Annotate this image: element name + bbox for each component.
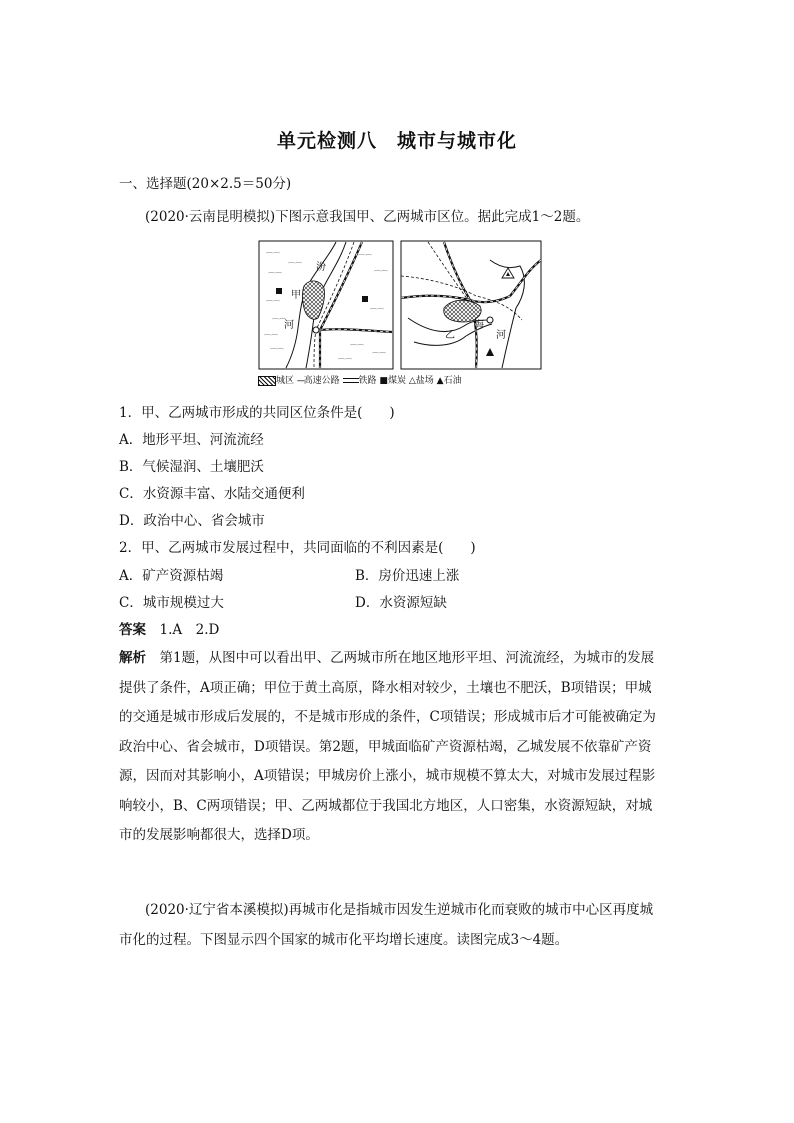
svg-text:⌒⌒: ⌒⌒ <box>266 300 280 308</box>
legend-coal: 煤炭 <box>387 376 406 386</box>
legend-oil: 石油 <box>443 376 462 386</box>
intro2-line: (2020·辽宁省本溪模拟)再城市化是指城市因发生逆城市化而衰败的城市中心区再度城 <box>145 902 654 918</box>
svg-text:⌒⌒: ⌒⌒ <box>270 348 284 356</box>
answer-label: 答案 <box>119 622 146 638</box>
legend-oil-icon: ▲ <box>436 376 444 386</box>
analysis-line <box>119 644 656 674</box>
analysis-line: 市的发展影响都很大，选择D项。 <box>119 827 319 843</box>
question-1-option-c: C．水资源丰富、水陆交通便利 <box>119 486 305 502</box>
label-fen: 汾 <box>316 262 326 273</box>
intro-question-3-4 <box>119 896 653 955</box>
legend-railway: 铁路 <box>358 376 377 386</box>
svg-text:⌒⌒: ⌒⌒ <box>288 262 302 270</box>
analysis-line: 政治中心、省会城市，D项错误。第2题，甲城面临矿产资源枯竭，乙城发展不依靠矿产资 <box>119 738 652 755</box>
analysis-line: 源，因而对其影响小，A项错误；甲城房价上涨小，城市规模不算太大，对城市发展过程影 <box>119 768 656 784</box>
question-2-option-b: B．房价迅速上涨 <box>355 568 460 584</box>
question-1-stem: 1．甲、乙两城市形成的共同区位条件是( ) <box>119 405 395 421</box>
svg-text:⌒⌒: ⌒⌒ <box>372 352 386 360</box>
legend-highway-icon: --- <box>296 376 304 386</box>
legend-railway-icon <box>343 378 359 383</box>
question-1-option-d: D．政治中心、省会城市 <box>119 513 265 529</box>
label-yi: 乙 <box>445 330 455 341</box>
legend-city-icon <box>258 376 276 386</box>
analysis-line: 的交通是城市形成后发展的，不是城市形成的条件，C项错误；形成城市后才可能被确定为 <box>119 709 656 725</box>
legend-salt: 盐场 <box>415 376 434 386</box>
analysis-line: 提供了条件，A项正确；甲位于黄土高原，降水相对较少，土壤也不肥沃，B项错误；甲城 <box>119 679 652 696</box>
analysis-line: 响较小，B、C两项错误；甲、乙两城都位于我国北方地区，人口密集，水资源短缺，对城 <box>119 797 653 814</box>
question-1-option-b: B．气候湿润、土壤肥沃 <box>119 459 264 475</box>
map-yi <box>401 241 541 369</box>
svg-text:⌒⌒: ⌒⌒ <box>264 334 278 342</box>
question-1-option-a: A．地形平坦、河流流经 <box>119 432 264 448</box>
label-he-right: 河 <box>496 330 506 341</box>
legend-salt-icon: △ <box>408 376 416 386</box>
legend-highway: 高速公路 <box>303 376 340 386</box>
svg-text:⌒⌒: ⌒⌒ <box>272 318 286 326</box>
legend-city: 城区 <box>276 376 295 386</box>
map-jia <box>259 241 393 369</box>
page-title: 单元检测八 城市与城市化 <box>276 130 517 152</box>
analysis-block <box>119 644 656 851</box>
svg-text:⌒⌒: ⌒⌒ <box>266 252 280 260</box>
question-2-option-d: D．水资源短缺 <box>355 595 447 611</box>
question-2-option-c: C．城市规模过大 <box>119 595 224 611</box>
map-legend <box>258 373 543 386</box>
analysis-label: 解析 <box>119 650 146 666</box>
question-2-stem: 2．甲、乙两城市发展过程中，共同面临的不利因素是( ) <box>119 540 476 556</box>
city-location-maps <box>258 240 543 390</box>
svg-text:⌒⌒: ⌒⌒ <box>370 308 384 316</box>
label-hai: 海 <box>474 320 484 331</box>
svg-text:⌒⌒: ⌒⌒ <box>358 254 372 262</box>
answer-line <box>119 618 219 638</box>
svg-text:⌒⌒: ⌒⌒ <box>374 270 388 278</box>
legend-coal-icon: ■ <box>379 376 388 386</box>
svg-text:⌒⌒: ⌒⌒ <box>268 272 282 280</box>
intro2-line: 市化的过程。下图显示四个国家的城市化平均增长速度。读图完成3～4题。 <box>119 931 569 948</box>
svg-text:⌒⌒: ⌒⌒ <box>338 358 352 366</box>
label-jia: 甲 <box>291 290 301 301</box>
answer-text: 1.A 2.D <box>159 622 220 638</box>
section-heading: 一、选择题(20×2.5＝50分) <box>119 176 292 192</box>
svg-text:⌒⌒: ⌒⌒ <box>350 344 364 352</box>
analysis-text: 第1题，从图中可以看出甲、乙两城市所在地区地形平坦、河流流经，为城市的发展 <box>159 650 655 666</box>
label-he-left: 河 <box>284 320 294 331</box>
intro-question-1-2: (2020·云南昆明模拟)下图示意我国甲、乙两城市区位。据此完成1～2题。 <box>145 209 590 225</box>
question-2-option-a: A．矿产资源枯竭 <box>119 568 224 584</box>
